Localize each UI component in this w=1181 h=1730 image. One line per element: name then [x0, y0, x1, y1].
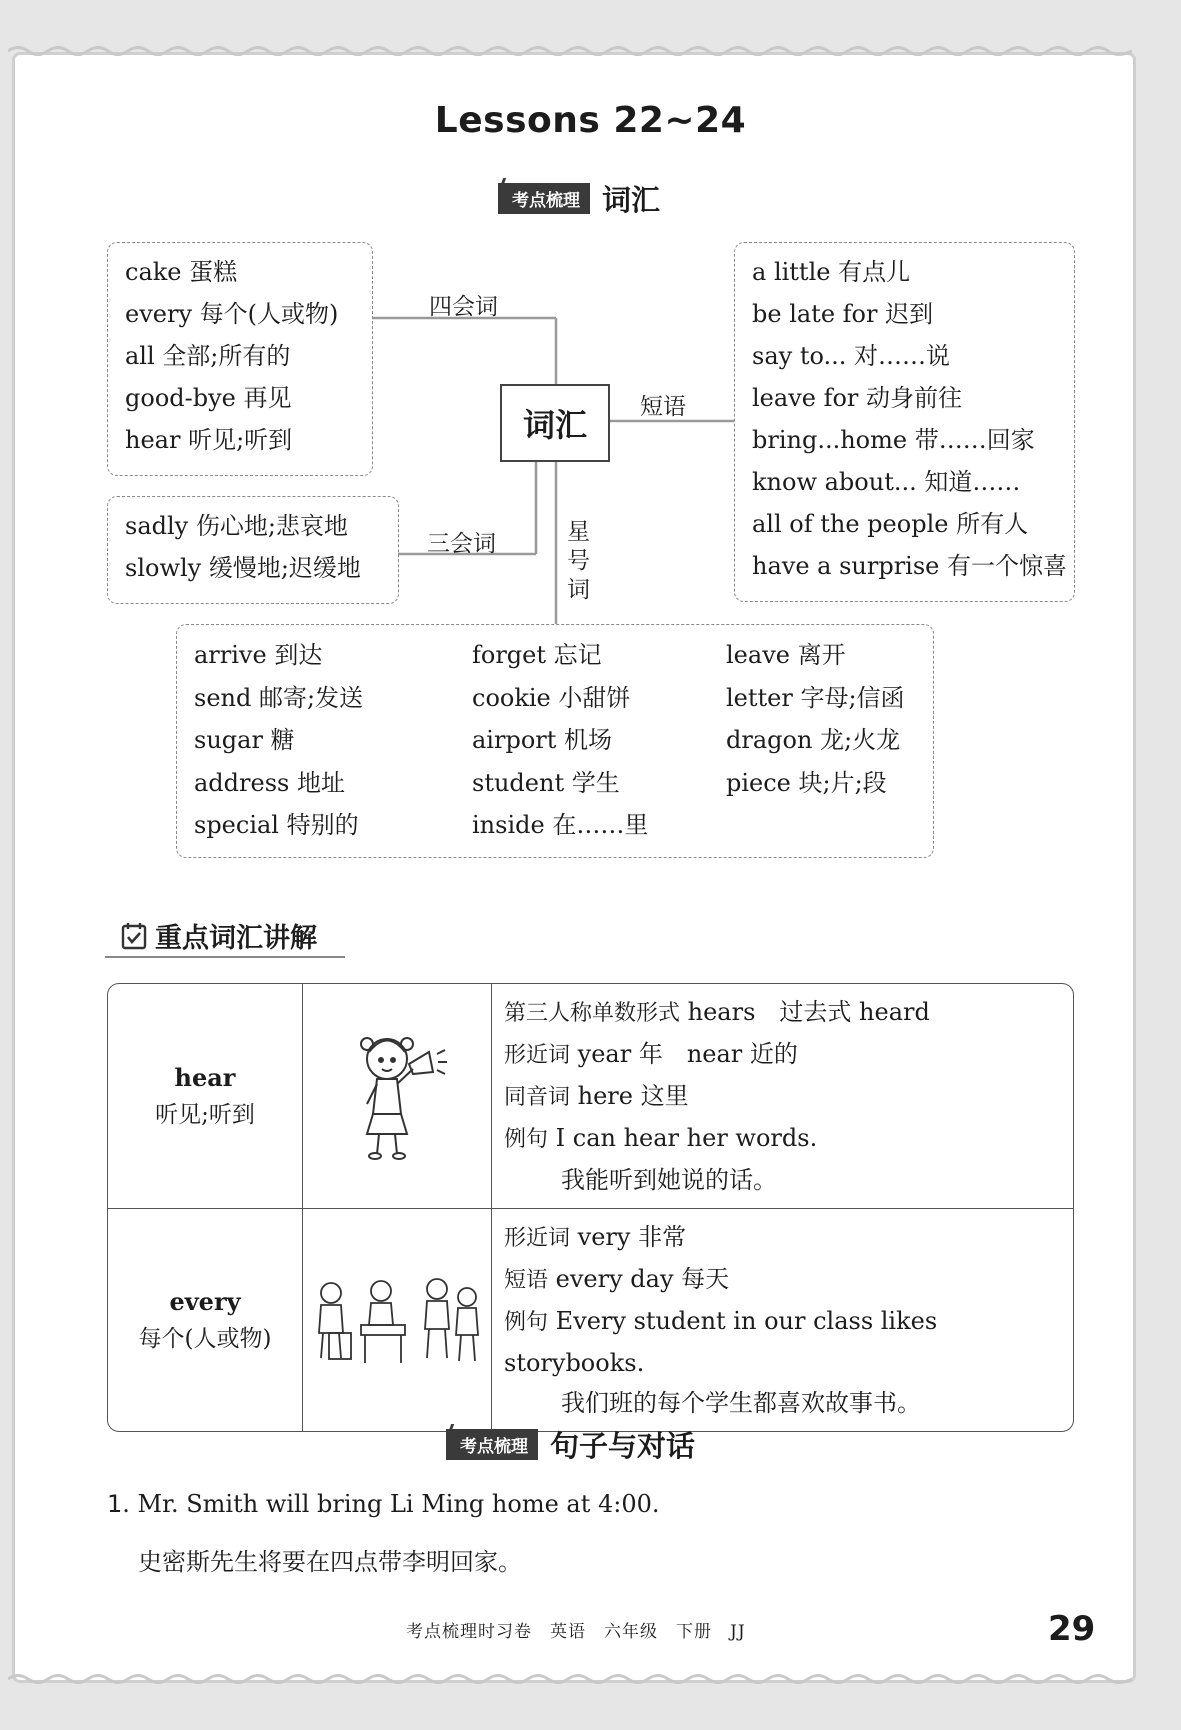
star-word: letter 字母;信函 — [726, 683, 905, 712]
detail-line — [504, 1034, 1073, 1076]
detail-label: 第三人称单数形式 — [504, 1001, 681, 1026]
wavy-border-bottom — [8, 1672, 1132, 1686]
detail-label: 短语 — [504, 1268, 549, 1293]
star-word: special 特别的 — [194, 811, 359, 839]
girl-with-megaphone-illustration — [337, 1024, 457, 1164]
detail-text: Every student in our class likes storybooks. — [504, 1307, 938, 1377]
section-tag: 考点梳理 — [498, 183, 590, 214]
star-word: inside 在……里 — [472, 811, 649, 839]
translation: 我能听到她说的话。 — [561, 1166, 777, 1194]
detail-line — [504, 1118, 1073, 1160]
table-row — [108, 1209, 1073, 1431]
page-title: Lessons 22~24 — [434, 100, 747, 141]
star-word: cookie 小甜饼 — [472, 683, 631, 712]
section-tag: 考点梳理 — [446, 1429, 538, 1460]
sanhui-words-box — [107, 496, 399, 604]
branch-label-xinghao — [567, 518, 590, 605]
headword-meaning: 每个(人或物) — [138, 1325, 272, 1352]
sentence-number: 1 — [107, 1490, 123, 1518]
detail-text: year 年 near 近的 — [570, 1040, 798, 1068]
phrase: all of the people 所有人 — [752, 510, 1029, 538]
detail-text: here 这里 — [570, 1082, 689, 1110]
hub-node: 词汇 — [500, 384, 610, 462]
table-row — [108, 984, 1073, 1209]
detail-label: 例句 — [504, 1127, 549, 1152]
star-word: piece 块;片;段 — [726, 768, 887, 797]
headword: hear — [174, 1062, 236, 1092]
branch-label-sihui: 四会词 — [429, 294, 498, 320]
sentences-section-header — [446, 1424, 695, 1465]
detail-label: 形近词 — [504, 1043, 571, 1068]
word-cell — [108, 1209, 303, 1431]
detail-label: 同音词 — [504, 1085, 571, 1110]
detail-line — [504, 1259, 1073, 1301]
underline — [105, 956, 345, 958]
phrases-box — [734, 242, 1075, 602]
headword-meaning: 听见;听到 — [155, 1101, 255, 1128]
sihui-word: all 全部;所有的 — [125, 342, 291, 370]
detail-cell — [492, 1209, 1073, 1431]
star-word: address 地址 — [194, 768, 345, 797]
star-word: forget 忘记 — [472, 641, 602, 669]
sihui-word: hear 听见;听到 — [125, 426, 293, 454]
picture-cell — [303, 984, 492, 1209]
phrase: bring...home 带……回家 — [752, 426, 1035, 454]
sihui-words-box — [107, 242, 373, 476]
phrase: leave for 动身前往 — [752, 384, 963, 412]
xinghao-char: 星 — [567, 519, 590, 545]
phrase: a little 有点儿 — [752, 258, 911, 286]
xinghao-char: 号 — [567, 548, 590, 574]
picture-cell — [303, 1209, 492, 1431]
sanhui-word: sadly 伤心地;悲哀地 — [125, 512, 348, 540]
star-words-box — [176, 624, 934, 858]
detail-line — [504, 1301, 1073, 1383]
star-word: dragon 龙;火龙 — [726, 726, 901, 754]
sihui-word: every 每个(人或物) — [125, 300, 339, 328]
footer-text: 考点梳理时习卷 英语 六年级 下册 JJ — [406, 1622, 746, 1642]
section-title: 句子与对话 — [550, 1429, 696, 1463]
sanhui-word: slowly 缓慢地;迟缓地 — [125, 554, 361, 582]
detail-line — [504, 992, 1073, 1034]
word-cell — [108, 984, 303, 1209]
star-word: student 学生 — [472, 768, 620, 797]
phrase: know about... 知道…… — [752, 468, 1021, 496]
page-number: 29 — [1048, 1609, 1096, 1649]
detail-line — [504, 1076, 1073, 1118]
detail-text: every day 每天 — [548, 1265, 730, 1293]
calendar-check-icon — [121, 922, 147, 950]
translation: 我们班的每个学生都喜欢故事书。 — [561, 1389, 921, 1417]
section-title: 词汇 — [602, 183, 661, 217]
star-word: leave 离开 — [726, 641, 846, 669]
xinghao-char: 词 — [567, 577, 590, 603]
star-word: sugar 糖 — [194, 726, 295, 754]
detail-text: hears 过去式 heard — [680, 998, 930, 1026]
sentence-english: . Mr. Smith will bring Li Ming home at 4:00. — [122, 1490, 660, 1518]
detail-label: 例句 — [504, 1310, 549, 1335]
phrase: be late for 迟到 — [752, 300, 934, 328]
sihui-word: cake 蛋糕 — [125, 258, 238, 286]
star-word: arrive 到达 — [194, 641, 323, 669]
detail-label: 形近词 — [504, 1226, 571, 1251]
word-explanation-table — [107, 983, 1074, 1432]
star-word: send 邮寄;发送 — [194, 683, 364, 712]
headword: every — [169, 1286, 241, 1316]
key-vocab-title: 重点词汇讲解 — [155, 923, 317, 954]
branch-label-duanyu: 短语 — [640, 394, 686, 420]
classroom-students-illustration — [309, 1263, 485, 1373]
branch-label-sanhui: 三会词 — [427, 531, 496, 557]
detail-text: I can hear her words. — [548, 1124, 818, 1152]
phrase: have a surprise 有一个惊喜 — [752, 552, 1067, 580]
star-word: airport 机场 — [472, 726, 613, 754]
key-vocab-header — [121, 916, 317, 955]
detail-cell — [492, 984, 1073, 1209]
detail-text: very 非常 — [570, 1223, 687, 1251]
sentence-item — [107, 1490, 660, 1518]
detail-line — [504, 1217, 1073, 1259]
sentence-chinese: 史密斯先生将要在四点带李明回家。 — [138, 1548, 522, 1576]
sihui-word: good-bye 再见 — [125, 384, 292, 412]
phrase: say to... 对……说 — [752, 342, 950, 370]
